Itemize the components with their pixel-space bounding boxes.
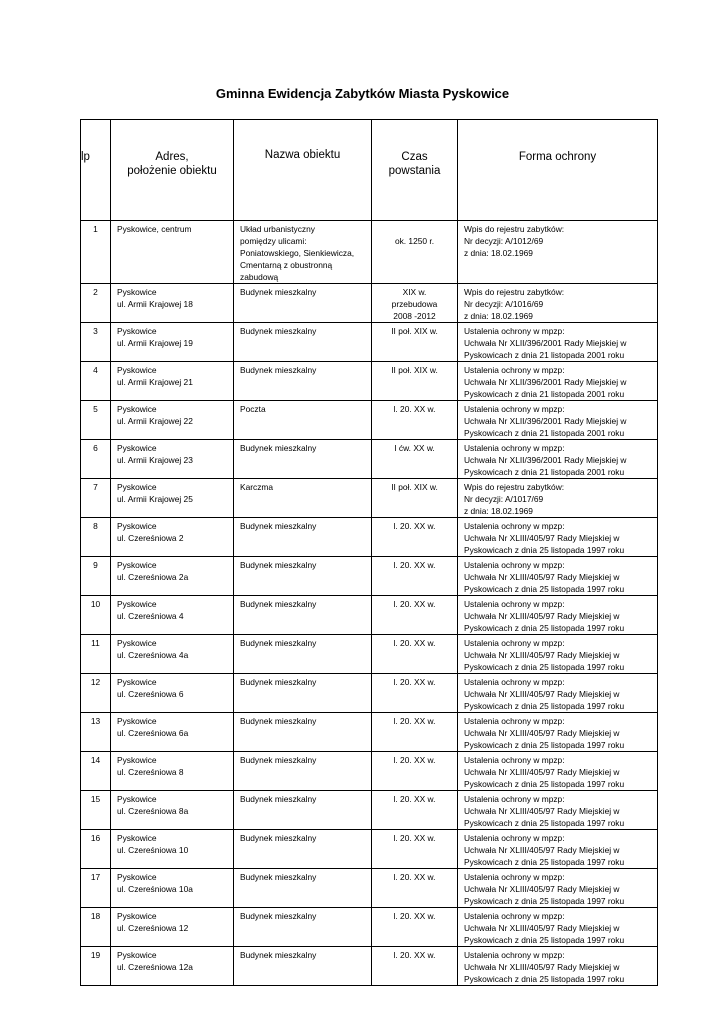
name-cell-line: Budynek mieszkalny	[240, 833, 317, 843]
form-cell-line: Pyskowicach z dnia 25 listopada 1997 roku	[464, 974, 625, 984]
name-cell-line: Budynek mieszkalny	[240, 287, 317, 297]
time-cell	[372, 221, 458, 284]
table-row	[81, 323, 658, 362]
lp-cell: 14	[81, 752, 111, 791]
name-cell-line: Budynek mieszkalny	[240, 365, 317, 375]
lp-cell: 5	[81, 401, 111, 440]
table-row	[81, 440, 658, 479]
time-cell-line: l. 20. XX w.	[393, 833, 436, 843]
form-cell-line: Uchwała Nr XLII/396/2001 Rady Miejskiej w	[464, 377, 627, 387]
name-cell-line: Budynek mieszkalny	[240, 872, 317, 882]
table-row	[81, 635, 658, 674]
time-cell	[372, 869, 458, 908]
time-cell-line: przebudowa	[391, 299, 438, 309]
name-cell	[234, 479, 372, 518]
time-cell	[372, 557, 458, 596]
lp-cell: 18	[81, 908, 111, 947]
address-cell-line: ul. Armii Krajowej 25	[117, 494, 193, 504]
name-cell-line: Budynek mieszkalny	[240, 794, 317, 804]
lp-cell: 19	[81, 947, 111, 986]
name-cell	[234, 518, 372, 557]
table-row	[81, 791, 658, 830]
time-cell	[372, 440, 458, 479]
table-row	[81, 401, 658, 440]
address-cell-line: Pyskowice	[117, 794, 157, 804]
form-cell	[458, 596, 658, 635]
address-cell-line: Pyskowice	[117, 677, 157, 687]
form-cell-line: z dnia: 18.02.1969	[464, 311, 533, 321]
name-cell-line: Układ urbanistyczny	[240, 224, 315, 234]
form-cell-line: Nr decyzji: A/1012/69	[464, 236, 544, 246]
address-cell-line: Pyskowice	[117, 872, 157, 882]
lp-cell: 8	[81, 518, 111, 557]
form-cell-line: Uchwała Nr XLIII/405/97 Rady Miejskiej w	[464, 845, 620, 855]
form-cell-line: Wpis do rejestru zabytków:	[464, 287, 565, 297]
form-cell-line: Ustalenia ochrony w mpzp:	[464, 794, 565, 804]
address-cell	[111, 635, 234, 674]
name-cell	[234, 947, 372, 986]
address-cell-line: ul. Czereśniowa 6a	[117, 728, 189, 738]
address-cell	[111, 401, 234, 440]
form-cell	[458, 518, 658, 557]
name-cell-line: Budynek mieszkalny	[240, 716, 317, 726]
form-cell-line: Uchwała Nr XLII/396/2001 Rady Miejskiej w	[464, 338, 627, 348]
address-cell-line: ul. Czereśniowa 12	[117, 923, 189, 933]
address-cell	[111, 869, 234, 908]
form-cell	[458, 221, 658, 284]
form-cell-line: Pyskowicach z dnia 21 listopada 2001 roku	[464, 428, 625, 438]
form-cell-line: Nr decyzji: A/1017/69	[464, 494, 544, 504]
time-cell-line: l. 20. XX w.	[393, 872, 436, 882]
time-cell	[372, 323, 458, 362]
time-cell	[372, 713, 458, 752]
form-cell-line: Uchwała Nr XLIII/405/97 Rady Miejskiej w	[464, 806, 620, 816]
header-form-text: Forma ochrony	[518, 151, 597, 163]
header-name-text: Nazwa obiektu	[264, 149, 341, 161]
name-cell-line: Budynek mieszkalny	[240, 638, 317, 648]
form-cell-line: Uchwała Nr XLIII/405/97 Rady Miejskiej w	[464, 923, 620, 933]
name-cell-line: zabudową	[240, 272, 279, 282]
name-cell	[234, 752, 372, 791]
form-cell-line: Ustalenia ochrony w mpzp:	[464, 326, 565, 336]
form-cell	[458, 323, 658, 362]
address-cell	[111, 284, 234, 323]
form-cell-line: Pyskowicach z dnia 21 listopada 2001 roku	[464, 467, 625, 477]
time-cell-line	[372, 223, 457, 235]
address-cell-line: Pyskowice	[117, 404, 157, 414]
address-cell-line: Pyskowice	[117, 833, 157, 843]
form-cell-line: Ustalenia ochrony w mpzp:	[464, 833, 565, 843]
form-cell	[458, 713, 658, 752]
address-cell	[111, 752, 234, 791]
form-cell-line: Pyskowicach z dnia 25 listopada 1997 roku	[464, 896, 625, 906]
form-cell	[458, 752, 658, 791]
time-cell	[372, 908, 458, 947]
address-cell	[111, 830, 234, 869]
name-cell	[234, 869, 372, 908]
name-cell	[234, 674, 372, 713]
name-cell-line: Budynek mieszkalny	[240, 443, 317, 453]
address-cell-line: ul. Armii Krajowej 21	[117, 377, 193, 387]
form-cell	[458, 947, 658, 986]
form-cell-line: Ustalenia ochrony w mpzp:	[464, 677, 565, 687]
form-cell-line: Ustalenia ochrony w mpzp:	[464, 599, 565, 609]
table-row	[81, 674, 658, 713]
form-cell-line: Wpis do rejestru zabytków:	[464, 224, 565, 234]
form-cell-line: Uchwała Nr XLIII/405/97 Rady Miejskiej w	[464, 767, 620, 777]
address-cell-line: Pyskowice	[117, 560, 157, 570]
time-cell-line: II poł. XIX w.	[391, 482, 438, 492]
header-address	[111, 120, 234, 221]
address-cell	[111, 557, 234, 596]
lp-cell: 9	[81, 557, 111, 596]
address-cell-line: ul. Czereśniowa 8	[117, 767, 184, 777]
address-cell-line: ul. Czereśniowa 8a	[117, 806, 189, 816]
address-cell-line: ul. Czereśniowa 12a	[117, 962, 193, 972]
time-cell	[372, 674, 458, 713]
address-cell-line: ul. Czereśniowa 10	[117, 845, 189, 855]
address-cell-line: Pyskowice	[117, 950, 157, 960]
address-cell	[111, 440, 234, 479]
address-cell-line: ul. Czereśniowa 2a	[117, 572, 189, 582]
form-cell-line: Uchwała Nr XLIII/405/97 Rady Miejskiej w	[464, 572, 620, 582]
header-name	[234, 120, 372, 221]
header-address-line: Adres,	[155, 151, 189, 163]
form-cell	[458, 284, 658, 323]
name-cell	[234, 713, 372, 752]
form-cell-line: Nr decyzji: A/1016/69	[464, 299, 544, 309]
name-cell	[234, 401, 372, 440]
form-cell	[458, 401, 658, 440]
address-cell-line: Pyskowice	[117, 482, 157, 492]
time-cell-line: l. 20. XX w.	[393, 950, 436, 960]
form-cell-line: Uchwała Nr XLIII/405/97 Rady Miejskiej w	[464, 650, 620, 660]
time-cell-line: l. 20. XX w.	[393, 560, 436, 570]
table-row	[81, 908, 658, 947]
form-cell-line: Uchwała Nr XLIII/405/97 Rady Miejskiej w	[464, 884, 620, 894]
name-cell-line: Poniatowskiego, Sienkiewicza,	[240, 248, 355, 258]
form-cell-line: Ustalenia ochrony w mpzp:	[464, 404, 565, 414]
form-cell-line: Pyskowicach z dnia 21 listopada 2001 roku	[464, 350, 625, 360]
name-cell	[234, 830, 372, 869]
time-cell	[372, 401, 458, 440]
table-row	[81, 869, 658, 908]
address-cell-line: Pyskowice	[117, 443, 157, 453]
address-cell	[111, 713, 234, 752]
form-cell-line: Pyskowicach z dnia 25 listopada 1997 roku	[464, 623, 625, 633]
name-cell-line: Budynek mieszkalny	[240, 560, 317, 570]
time-cell-line: l. 20. XX w.	[393, 404, 436, 414]
table-row	[81, 830, 658, 869]
time-cell-line: l. 20. XX w.	[393, 638, 436, 648]
address-cell-line: ul. Czereśniowa 6	[117, 689, 184, 699]
address-cell-line: Pyskowice	[117, 755, 157, 765]
time-cell-line: 2008 -2012	[393, 311, 436, 321]
address-cell-line: Pyskowice	[117, 521, 157, 531]
form-cell-line: Uchwała Nr XLII/396/2001 Rady Miejskiej w	[464, 455, 627, 465]
address-cell	[111, 221, 234, 284]
table-row	[81, 713, 658, 752]
time-cell	[372, 752, 458, 791]
lp-cell: 6	[81, 440, 111, 479]
name-cell	[234, 908, 372, 947]
lp-cell: 7	[81, 479, 111, 518]
time-cell-line: l. 20. XX w.	[393, 755, 436, 765]
table-row	[81, 362, 658, 401]
form-cell-line: Pyskowicach z dnia 25 listopada 1997 roku	[464, 857, 625, 867]
time-cell-line: II poł. XIX w.	[391, 365, 438, 375]
form-cell-line: Pyskowicach z dnia 25 listopada 1997 roku	[464, 740, 625, 750]
address-cell	[111, 518, 234, 557]
name-cell	[234, 596, 372, 635]
address-cell-line: ul. Czereśniowa 10a	[117, 884, 193, 894]
form-cell-line: Uchwała Nr XLIII/405/97 Rady Miejskiej w	[464, 962, 620, 972]
form-cell	[458, 635, 658, 674]
form-cell-line: Uchwała Nr XLIII/405/97 Rady Miejskiej w	[464, 611, 620, 621]
name-cell-line: Budynek mieszkalny	[240, 755, 317, 765]
address-cell	[111, 791, 234, 830]
time-cell	[372, 479, 458, 518]
name-cell-line: Cmentarną z obustronną	[240, 260, 333, 270]
form-cell-line: Pyskowicach z dnia 25 listopada 1997 roku	[464, 818, 625, 828]
name-cell-line: Budynek mieszkalny	[240, 521, 317, 531]
form-cell	[458, 557, 658, 596]
form-cell	[458, 869, 658, 908]
form-cell-line: Pyskowicach z dnia 21 listopada 2001 roku	[464, 389, 625, 399]
lp-cell: 4	[81, 362, 111, 401]
form-cell-line: Wpis do rejestru zabytków:	[464, 482, 565, 492]
form-cell	[458, 830, 658, 869]
address-cell-line: ul. Armii Krajowej 23	[117, 455, 193, 465]
address-cell-line: ul. Armii Krajowej 18	[117, 299, 193, 309]
form-cell-line: Pyskowicach z dnia 25 listopada 1997 roku	[464, 779, 625, 789]
time-cell-line: ok. 1250 r.	[394, 236, 435, 246]
address-cell-line: ul. Armii Krajowej 19	[117, 338, 193, 348]
address-cell	[111, 596, 234, 635]
header-lp: lp	[81, 120, 111, 221]
form-cell	[458, 674, 658, 713]
table-row	[81, 479, 658, 518]
lp-cell: 3	[81, 323, 111, 362]
time-cell	[372, 635, 458, 674]
name-cell	[234, 440, 372, 479]
time-cell-line: II poł. XIX w.	[391, 326, 438, 336]
header-time-line: Czas	[401, 151, 428, 163]
table-row	[81, 518, 658, 557]
form-cell	[458, 440, 658, 479]
name-cell-line: Budynek mieszkalny	[240, 950, 317, 960]
form-cell-line: Ustalenia ochrony w mpzp:	[464, 872, 565, 882]
name-cell-line: Budynek mieszkalny	[240, 677, 317, 687]
name-cell	[234, 284, 372, 323]
time-cell	[372, 791, 458, 830]
address-cell	[111, 674, 234, 713]
name-cell-line: Karczma	[240, 482, 274, 492]
time-cell	[372, 830, 458, 869]
time-cell-line: l. 20. XX w.	[393, 716, 436, 726]
time-cell-line: l. 20. XX w.	[393, 911, 436, 921]
time-cell-line: l. 20. XX w.	[393, 599, 436, 609]
form-cell	[458, 908, 658, 947]
time-cell	[372, 596, 458, 635]
name-cell	[234, 221, 372, 284]
table-row	[81, 557, 658, 596]
time-cell-line: l. 20. XX w.	[393, 677, 436, 687]
form-cell	[458, 479, 658, 518]
form-cell-line: Ustalenia ochrony w mpzp:	[464, 638, 565, 648]
address-cell-line: Pyskowice	[117, 287, 157, 297]
address-cell-line: ul. Czereśniowa 4a	[117, 650, 189, 660]
table-row	[81, 947, 658, 986]
form-cell-line: Uchwała Nr XLII/396/2001 Rady Miejskiej w	[464, 416, 627, 426]
address-cell	[111, 479, 234, 518]
form-cell-line: Ustalenia ochrony w mpzp:	[464, 443, 565, 453]
form-cell-line: Ustalenia ochrony w mpzp:	[464, 755, 565, 765]
address-cell	[111, 947, 234, 986]
address-cell	[111, 362, 234, 401]
table-header-row	[81, 120, 658, 221]
header-address-line: położenie obiektu	[127, 165, 217, 177]
address-cell-line: Pyskowice	[117, 599, 157, 609]
address-cell	[111, 323, 234, 362]
time-cell-line: l. 20. XX w.	[393, 794, 436, 804]
name-cell-line: Budynek mieszkalny	[240, 326, 317, 336]
form-cell-line: z dnia: 18.02.1969	[464, 506, 533, 516]
address-cell-line: Pyskowice, centrum	[117, 224, 192, 234]
header-form	[458, 120, 658, 221]
address-cell-line: ul. Czereśniowa 4	[117, 611, 184, 621]
name-cell	[234, 362, 372, 401]
lp-cell: 12	[81, 674, 111, 713]
time-cell-line: I ćw. XX w.	[394, 443, 435, 453]
address-cell	[111, 908, 234, 947]
form-cell-line: Pyskowicach z dnia 25 listopada 1997 roku	[464, 545, 625, 555]
form-cell-line: Uchwała Nr XLIII/405/97 Rady Miejskiej w	[464, 689, 620, 699]
lp-cell: 11	[81, 635, 111, 674]
time-cell-line: l. 20. XX w.	[393, 521, 436, 531]
lp-cell: 10	[81, 596, 111, 635]
address-cell-line: Pyskowice	[117, 638, 157, 648]
form-cell-line: Ustalenia ochrony w mpzp:	[464, 911, 565, 921]
form-cell-line: Ustalenia ochrony w mpzp:	[464, 560, 565, 570]
table-row	[81, 752, 658, 791]
name-cell	[234, 323, 372, 362]
table-row	[81, 284, 658, 323]
name-cell-line: Budynek mieszkalny	[240, 911, 317, 921]
name-cell	[234, 635, 372, 674]
address-cell-line: Pyskowice	[117, 911, 157, 921]
form-cell-line: Uchwała Nr XLIII/405/97 Rady Miejskiej w	[464, 728, 620, 738]
table-row	[81, 596, 658, 635]
lp-cell: 17	[81, 869, 111, 908]
form-cell-line: Pyskowicach z dnia 25 listopada 1997 roku	[464, 935, 625, 945]
address-cell-line: ul. Czereśniowa 2	[117, 533, 184, 543]
time-cell-line: XIX w.	[402, 287, 427, 297]
lp-cell: 2	[81, 284, 111, 323]
monuments-table	[80, 119, 658, 986]
name-cell-line: pomiędzy ulicami:	[240, 236, 307, 246]
lp-cell: 13	[81, 713, 111, 752]
form-cell-line: Pyskowicach z dnia 25 listopada 1997 roku	[464, 701, 625, 711]
lp-cell: 15	[81, 791, 111, 830]
form-cell-line: Ustalenia ochrony w mpzp:	[464, 716, 565, 726]
name-cell-line: Poczta	[240, 404, 266, 414]
name-cell	[234, 791, 372, 830]
form-cell-line: Uchwała Nr XLIII/405/97 Rady Miejskiej w	[464, 533, 620, 543]
address-cell-line: Pyskowice	[117, 326, 157, 336]
time-cell	[372, 947, 458, 986]
lp-cell: 1	[81, 221, 111, 284]
time-cell	[372, 284, 458, 323]
time-cell	[372, 362, 458, 401]
name-cell	[234, 557, 372, 596]
page-title: Gminna Ewidencja Zabytków Miasta Pyskowice	[215, 86, 510, 101]
time-cell	[372, 518, 458, 557]
form-cell	[458, 362, 658, 401]
form-cell-line: Pyskowicach z dnia 25 listopada 1997 roku	[464, 662, 625, 672]
form-cell-line: Ustalenia ochrony w mpzp:	[464, 950, 565, 960]
address-cell-line: ul. Armii Krajowej 22	[117, 416, 193, 426]
form-cell-line: z dnia: 18.02.1969	[464, 248, 533, 258]
address-cell-line: Pyskowice	[117, 365, 157, 375]
table-row	[81, 221, 658, 284]
address-cell-line: Pyskowice	[117, 716, 157, 726]
form-cell-line: Ustalenia ochrony w mpzp:	[464, 365, 565, 375]
header-time	[372, 120, 458, 221]
table-body	[81, 221, 658, 986]
form-cell-line: Pyskowicach z dnia 25 listopada 1997 roku	[464, 584, 625, 594]
header-time-line: powstania	[388, 165, 441, 177]
form-cell-line: Ustalenia ochrony w mpzp:	[464, 521, 565, 531]
name-cell-line: Budynek mieszkalny	[240, 599, 317, 609]
form-cell	[458, 791, 658, 830]
lp-cell: 16	[81, 830, 111, 869]
